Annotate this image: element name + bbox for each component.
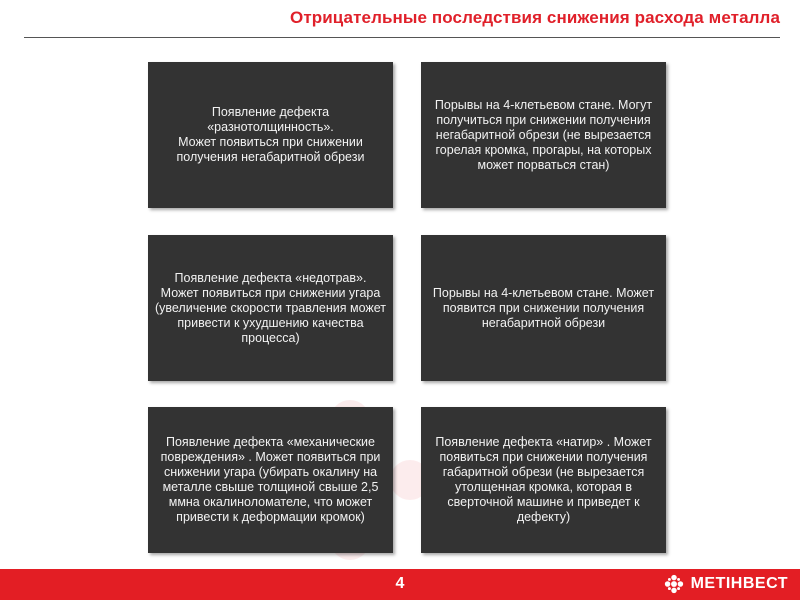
consequence-card-2 xyxy=(421,62,666,208)
consequence-card-4 xyxy=(421,235,666,381)
card-text: Появление дефекта «механические повреждения» . Может появиться при снижении угара (убирать окалину на металле свыше толщиной свыше 2,5 ммна окалиноломателе, что может привести к деформации кромок) xyxy=(160,435,381,524)
consequence-card-6 xyxy=(421,407,666,553)
metinvest-logo-icon xyxy=(663,573,685,595)
brand-logo xyxy=(663,573,788,595)
brand-name: МЕТІНВЕСТ xyxy=(690,575,788,592)
card-text: Появление дефекта «натир» . Может появиться при снижении получения габаритной обрези (не вырезается утолщенная кромка, которая в сверточной машине и приведет к дефекту) xyxy=(435,435,652,524)
page-number: 4 xyxy=(395,575,405,592)
consequence-card-1 xyxy=(148,62,393,208)
card-text: Порывы на 4-клетьевом стане. Могут получиться при снижении получения негабаритной обрези (не вырезается горелая кромка, прогары, на которых может порваться стан) xyxy=(434,97,653,172)
card-text: Появление дефекта «недотрав». Может появиться при снижении угара (увеличение скорости травления может привести к ухудшению качества процесса) xyxy=(154,270,387,345)
card-text: Появление дефекта «разнотолщинность». Может появиться при снижении получения негабаритной обрези xyxy=(176,105,365,164)
slide-title: Отрицательные последствия снижения расхода металла xyxy=(290,8,780,27)
consequence-card-5 xyxy=(148,407,393,553)
consequence-card-3 xyxy=(148,235,393,381)
card-text: Порывы на 4-клетьевом стане. Может появится при снижении получения негабаритной обрези xyxy=(432,285,655,330)
title-divider xyxy=(24,37,780,38)
footer-bar xyxy=(0,569,800,600)
